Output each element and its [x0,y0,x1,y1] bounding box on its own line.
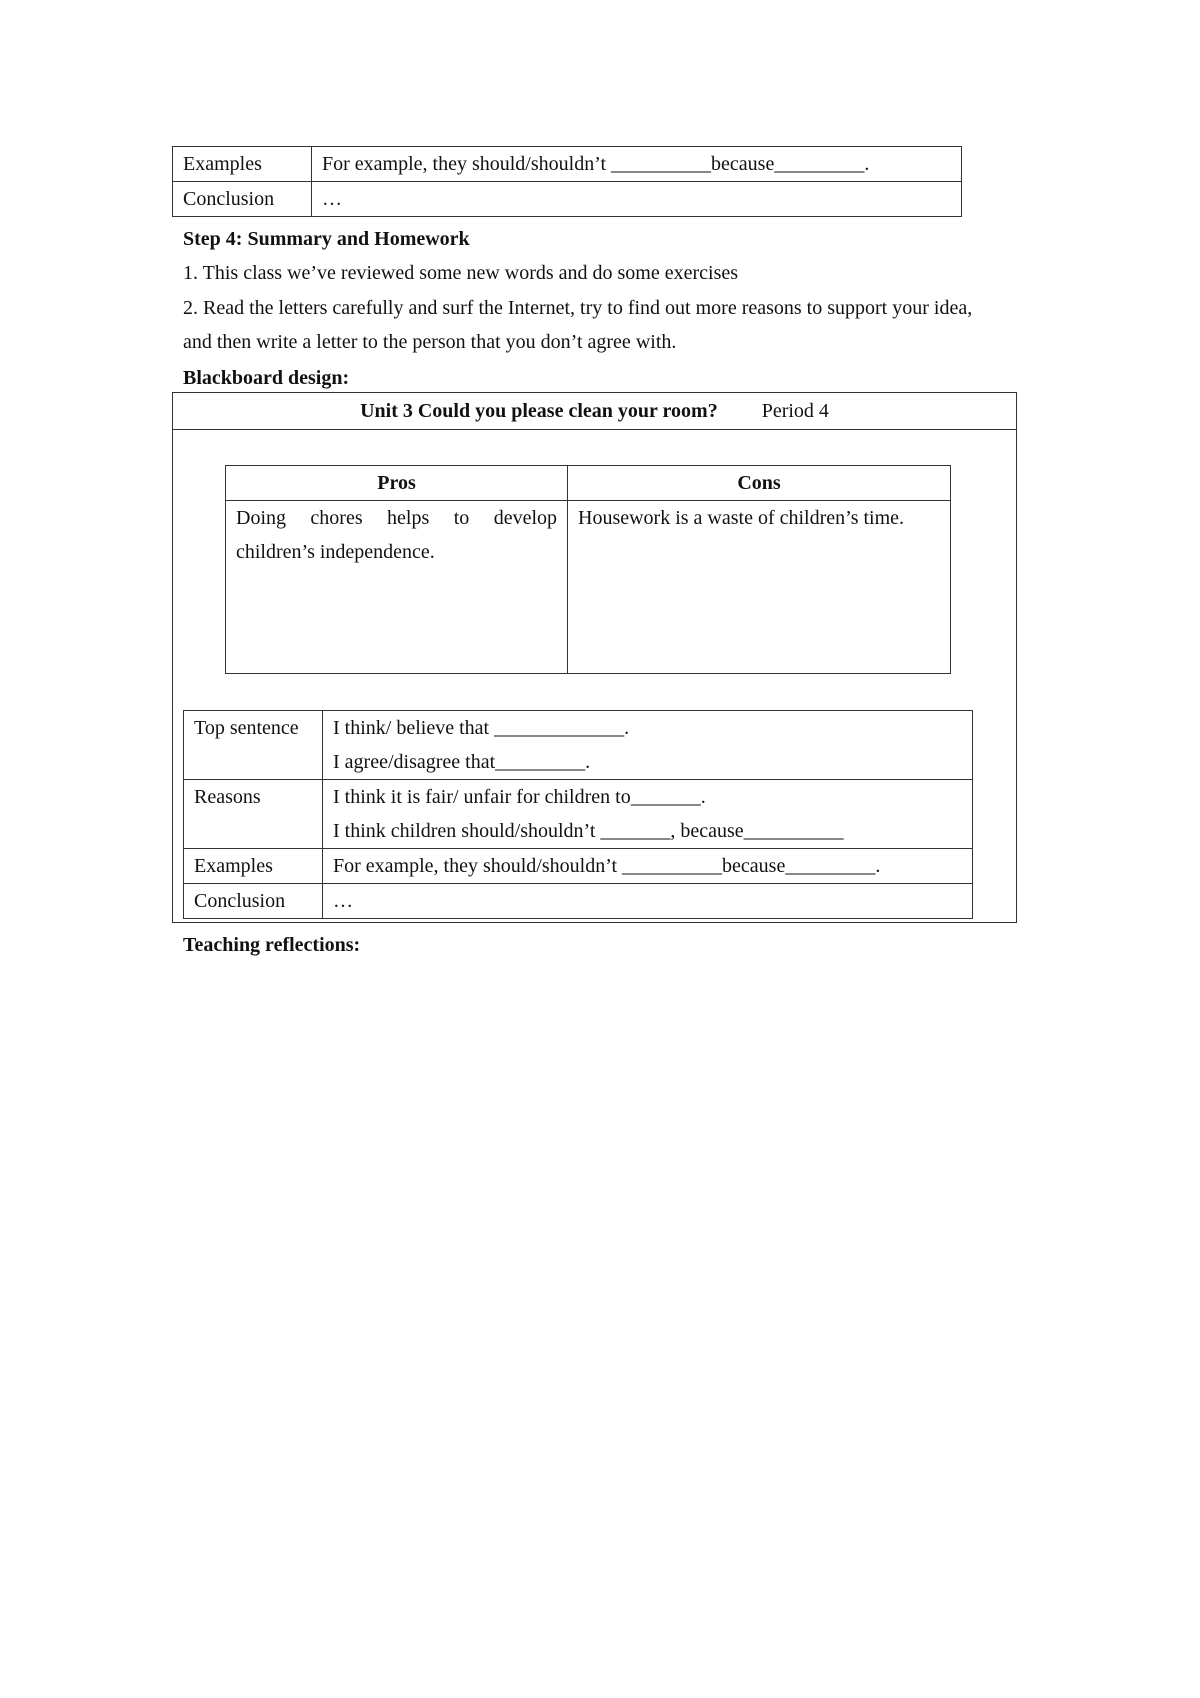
top-sentence-text [323,711,973,780]
blackboard-title-line [173,393,1016,429]
reasons-text [323,780,973,849]
pros-header: Pros [226,466,568,501]
row-label: Conclusion [173,182,312,217]
top-sentence-line-2: I agree/disagree that_________. [333,751,591,773]
table-row [173,182,962,217]
reasons-line-2: I think children should/shouldn’t _______, because__________ [333,820,844,842]
table-row [184,884,973,919]
table-row [184,780,973,849]
pros-cons-table [225,465,951,674]
blackboard-title-bar [173,393,1016,430]
reflections-heading: Teaching reflections: [183,934,361,956]
table-row [173,147,962,182]
top-sentence-label: Top sentence [184,711,323,780]
step4-item-1: 1. This class we’ve reviewed some new words and do some exercises [183,262,739,284]
top-sentence-line-1: I think/ believe that _____________. [333,717,630,739]
examples-label: Examples [184,849,323,884]
examples-text: For example, they should/shouldn’t __________because_________. [323,849,973,884]
cons-header: Cons [568,466,951,501]
step4-item-2-line-1: 2. Read the letters carefully and surf the Internet, try to find out more reasons to support your idea, [183,297,973,319]
reasons-line-1: I think it is fair/ unfair for children to_______. [333,786,706,808]
table-row [226,466,951,501]
step4-item-2-line-2: and then write a letter to the person that you don’t agree with. [183,331,677,353]
pros-cell: Doing chores helps to develop children’s independence. [226,501,568,674]
cons-cell: Housework is a waste of children’s time. [568,501,951,674]
row-label: Examples [173,147,312,182]
table-row [226,501,951,674]
writing-outline-table-top [172,146,962,217]
step4-heading: Step 4: Summary and Homework [183,228,470,250]
row-text: … [312,182,962,217]
blackboard-heading: Blackboard design: [183,367,350,389]
reasons-label: Reasons [184,780,323,849]
row-text: For example, they should/shouldn’t __________because_________. [312,147,962,182]
unit-title: Unit 3 Could you please clean your room? [360,400,718,422]
table-row [184,849,973,884]
conclusion-text: … [323,884,973,919]
table-row [184,711,973,780]
conclusion-label: Conclusion [184,884,323,919]
period-label: Period 4 [761,400,829,422]
writing-outline-table [183,710,973,919]
